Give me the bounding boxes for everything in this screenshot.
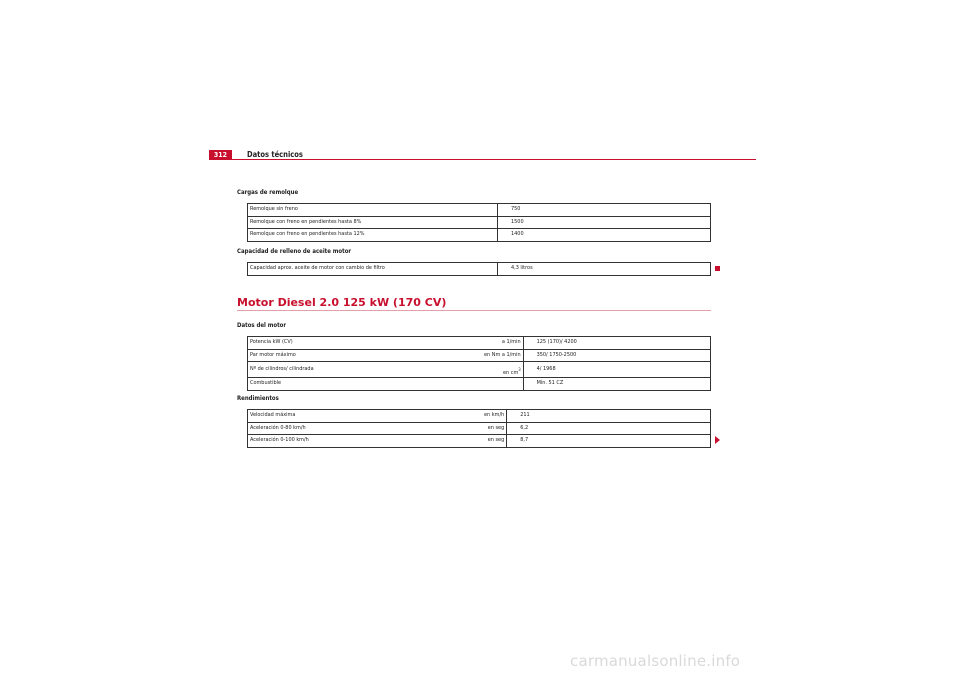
row-value: 211 <box>507 410 711 423</box>
row-label: Combustible <box>248 378 483 391</box>
header-rule <box>209 159 756 160</box>
row-value: 1500 <box>498 216 711 229</box>
row-label: Aceleración 0-100 km/h <box>248 435 483 448</box>
table-row <box>248 349 711 362</box>
continue-arrow-icon <box>715 436 720 444</box>
row-value: 4/ 1968 <box>523 362 710 378</box>
row-value: 4,3 litros <box>498 263 711 276</box>
row-value: 1400 <box>498 229 711 242</box>
oil-capacity-heading: Capacidad de relleno de aceite motor <box>237 248 352 255</box>
row-value: 8,7 <box>507 435 711 448</box>
row-unit: en Nm a 1/min <box>482 349 523 362</box>
table-row <box>248 216 711 229</box>
page-title: Datos técnicos <box>247 150 303 159</box>
row-label: Par motor máximo <box>248 349 483 362</box>
row-unit <box>482 263 498 276</box>
table-row <box>248 422 711 435</box>
row-unit: en seg <box>482 435 507 448</box>
section-end-marker <box>715 266 720 271</box>
page-number: 312 <box>209 150 232 160</box>
row-unit <box>482 216 498 229</box>
row-label: Velocidad máxima <box>248 410 483 423</box>
row-label: Remolque con freno en pendientes hasta 8% <box>248 216 483 229</box>
row-unit: en seg <box>482 422 507 435</box>
row-label: Remolque con freno en pendientes hasta 12% <box>248 229 483 242</box>
row-label: Aceleración 0-80 km/h <box>248 422 483 435</box>
table-row <box>248 410 711 423</box>
unit-superscript: 3 <box>518 367 521 373</box>
table-row <box>248 362 711 378</box>
row-value: 6,2 <box>507 422 711 435</box>
performance-table <box>247 409 711 448</box>
row-unit <box>482 229 498 242</box>
section-title: Motor Diesel 2.0 125 kW (170 CV) <box>237 296 447 309</box>
performance-heading: Rendimientos <box>237 395 279 402</box>
row-unit: a 1/min <box>482 337 523 350</box>
row-unit: en km/h <box>482 410 507 423</box>
row-label: Capacidad aprox. aceite de motor con cambio de filtro <box>248 263 483 276</box>
engine-data-table <box>247 336 711 391</box>
table-row <box>248 229 711 242</box>
row-label: Potencia kW (CV) <box>248 337 483 350</box>
table-row <box>248 378 711 391</box>
row-label: Remolque sin freno <box>248 204 483 217</box>
trailer-loads-table <box>247 203 711 242</box>
row-unit <box>482 204 498 217</box>
trailer-loads-heading: Cargas de remolque <box>237 189 299 196</box>
table-row <box>248 204 711 217</box>
unit-text: en cm <box>503 370 519 376</box>
row-value: 750 <box>498 204 711 217</box>
row-value: 350/ 1750-2500 <box>523 349 710 362</box>
oil-capacity-table <box>247 262 711 276</box>
row-value: 125 (170)/ 4200 <box>523 337 710 350</box>
table-row <box>248 435 711 448</box>
watermark: carmanualsonline.info <box>570 652 741 670</box>
table-row <box>248 263 711 276</box>
table-row <box>248 337 711 350</box>
row-label: Nº de cilindros/ cilindrada <box>248 362 483 378</box>
row-unit <box>482 362 523 378</box>
engine-data-heading: Datos del motor <box>237 322 287 329</box>
row-unit <box>482 378 523 391</box>
section-rule <box>237 310 711 311</box>
row-value: Mín. 51 CZ <box>523 378 710 391</box>
